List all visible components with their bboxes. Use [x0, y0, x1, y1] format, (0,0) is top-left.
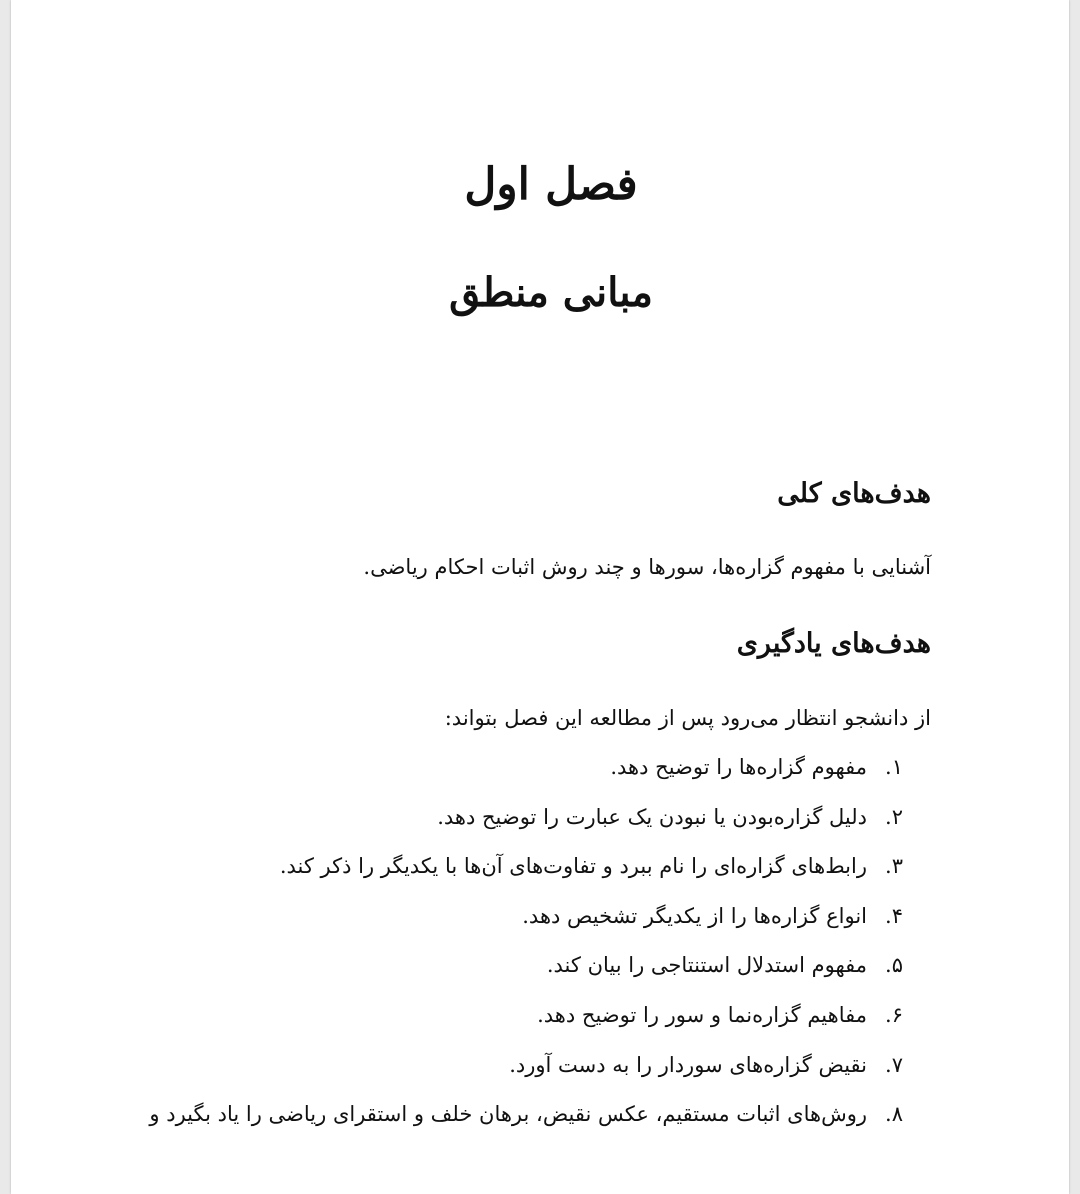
objective-number: ۳. [885, 854, 903, 879]
objective-number: ۴. [885, 903, 903, 928]
objective-item [149, 1097, 903, 1147]
objective-number: ۷. [885, 1052, 903, 1077]
general-goals-text: آشنایی با مفهوم گزاره‌ها، سورها و چند روش اثبات احکام ریاضی. [363, 555, 931, 579]
objective-text: مفاهیم گزاره‌نما و سور را توضیح دهد. [537, 1002, 867, 1027]
document-page [11, 0, 1069, 1194]
objective-text: مفهوم استدلال استنتاجی را بیان کند. [546, 953, 867, 978]
objective-text: دلیل گزاره‌بودن یا نبودن یک عبارت را توضیح دهد. [437, 804, 867, 829]
objective-item [149, 1048, 903, 1098]
objective-number: ۸. [885, 1102, 903, 1127]
objective-item [149, 948, 903, 998]
chapter-title: فصل اول [464, 159, 638, 210]
learning-objectives-list [149, 750, 903, 1147]
objective-number: ۶. [885, 1002, 903, 1027]
learning-goals-heading: هدف‌های یادگیری [736, 628, 931, 659]
general-goals-heading: هدف‌های کلی [777, 478, 931, 509]
objective-text: روش‌های اثبات مستقیم، عکس نقیض، برهان خلف و استقرای ریاضی را یاد بگیرد و [149, 1102, 867, 1127]
page-content [11, 0, 1069, 1194]
objective-text: نقیض گزاره‌های سوردار را به دست آورد. [509, 1052, 867, 1077]
objective-number: ۱. [885, 755, 903, 779]
objective-item [149, 998, 903, 1048]
objective-text: انواع گزاره‌ها را از یکدیگر تشخیص دهد. [522, 903, 867, 928]
objective-item [149, 849, 903, 899]
objective-number: ۵. [885, 953, 903, 978]
objective-text: رابط‌های گزاره‌ای را نام ببرد و تفاوت‌های آن‌ها با یکدیگر را ذکر کند. [279, 854, 867, 879]
objective-text: مفهوم گزاره‌ها را توضیح دهد. [610, 755, 867, 779]
learning-goals-intro: از دانشجو انتظار می‌رود پس از مطالعه این فصل بتواند: [444, 706, 931, 730]
chapter-subtitle: مبانی منطق [449, 269, 653, 316]
objective-item [149, 800, 903, 850]
objective-item [149, 750, 903, 800]
objective-item [149, 899, 903, 949]
objective-number: ۲. [885, 804, 903, 829]
